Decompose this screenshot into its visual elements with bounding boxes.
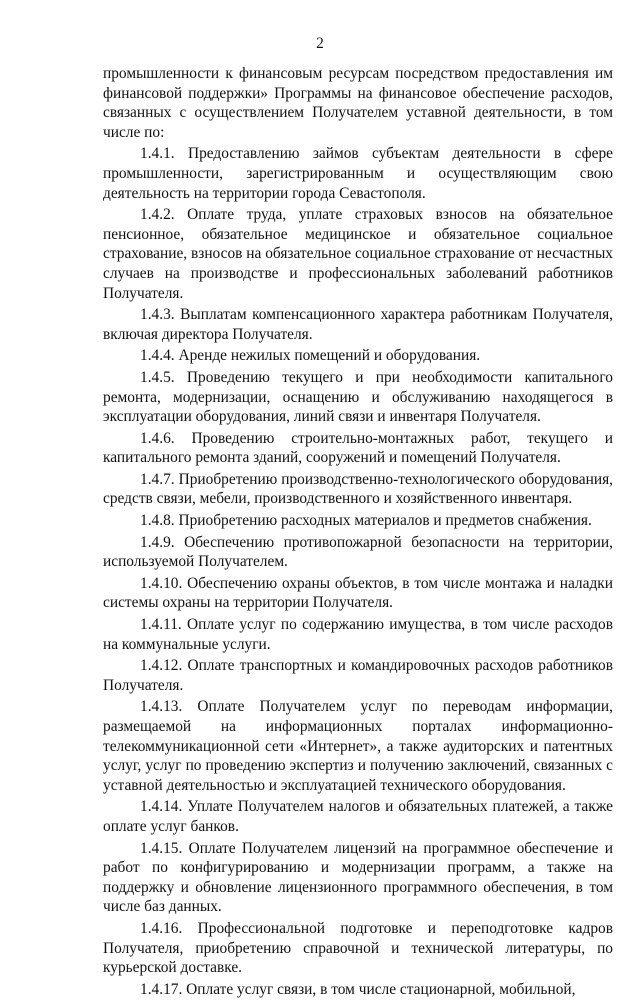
paragraph-1-4-15: 1.4.15. Оплате Получателем лицензий на программное обеспечение и работ по конфигурированию и модернизации программ, а также на поддержку и обновление лицензионного программного обеспечения, в том числе баз данных. (103, 839, 613, 916)
paragraph-1-4-4: 1.4.4. Аренде нежилых помещений и оборудования. (140, 347, 481, 365)
page-number: 2 (316, 35, 324, 52)
paragraph-1-4-16: 1.4.16. Профессиональной подготовке и переподготовке кадров Получателя, приобретению справочной и технической литературы, по курьерской доставке. (103, 919, 613, 977)
paragraph-1-4-9: 1.4.9. Обеспечению противопожарной безопасности на территории, используемой Получателем. (103, 533, 613, 571)
paragraph-1-4-7: 1.4.7. Приобретению производственно-технологического оборудования, средств связи, мебели, производственного и хозяйственного инвентаря. (103, 470, 613, 508)
paragraph-1-4-13: 1.4.13. Оплате Получателем услуг по переводам информации, размещаемой на информационных порталах информационно-телекоммуникационной сети «Интернет», а также аудиторских и патентных услуг, услуг по проведению экспертиз и получению заключений, связанных с уставной деятельностью и эксплуатацией технического оборудования. (103, 698, 613, 794)
paragraph-1-4-3: 1.4.3. Выплатам компенсационного характера работникам Получателя, включая директора Получателя. (103, 306, 613, 343)
paragraph-1-4-17: 1.4.17. Оплате услуг связи, в том числе стационарной, мобильной, (140, 980, 576, 998)
paragraph-1-4-6: 1.4.6. Проведению строительно-монтажных работ, текущего и капитального ремонта зданий, сооружений и помещений Получателя. (103, 429, 613, 467)
paragraph-1-4-5: 1.4.5. Проведению текущего и при необходимости капитального ремонта, модернизации, оснащению и обслуживанию находящегося в эксплуатации оборудования, линий связи и инвентаря Получателя. (103, 368, 613, 426)
paragraph-1-4-2: 1.4.2. Оплате труда, уплате страховых взносов на обязательное пенсионное, обязательное медицинское и обязательное социальное страхование, взносов на обязательное социальное страхование от несчастных случаев на производстве и профессиональных заболеваний работников Получателя. (103, 206, 614, 302)
paragraph-1-4-10: 1.4.10. Обеспечению охраны объектов, в том числе монтажа и наладки системы охраны на территории Получателя. (103, 574, 613, 612)
paragraph-1-4-1: 1.4.1. Предоставлению займов субъектам деятельности в сфере промышленности, зарегистрированным и осуществляющим свою деятельность на территории города Севастополя. (103, 145, 613, 202)
document-body (103, 64, 613, 1001)
paragraph-1-4-11: 1.4.11. Оплате услуг по содержанию имущества, в том числе расходов на коммунальные услуги. (103, 616, 613, 653)
paragraph-intro: промышленности к финансовым ресурсам посредством предоставления им финансовой поддержки» Программы на финансовое обеспечение расходов, связанных с осуществлением Получателем уставной деятельности, в том числе по: (103, 65, 613, 141)
paragraph-1-4-12: 1.4.12. Оплате транспортных и командировочных расходов работников Получателя. (103, 657, 613, 694)
paragraph-1-4-14: 1.4.14. Уплате Получателем налогов и обязательных платежей, а также оплате услуг банков. (103, 798, 613, 835)
paragraph-1-4-8: 1.4.8. Приобретению расходных материалов и предметов снабжения. (140, 512, 592, 530)
